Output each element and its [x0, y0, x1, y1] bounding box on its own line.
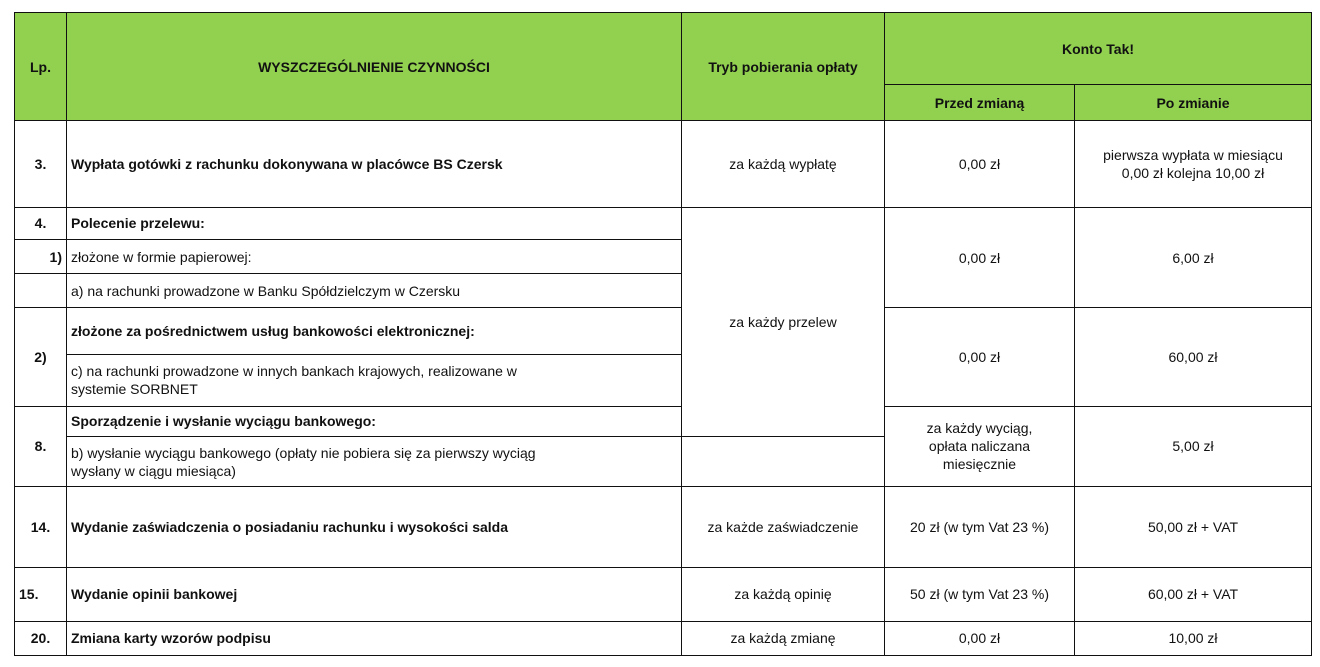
table-row: [15, 207, 1312, 239]
row-4-1a-desc: a) na rachunki prowadzone w Banku Spółdzielczym w Czersku: [67, 274, 682, 308]
header-konto: Konto Tak!: [885, 13, 1312, 85]
table-row: [15, 308, 1312, 354]
header-tryb: Tryb pobierania opłaty: [682, 13, 885, 121]
row-4-2c-line2: systemie SORBNET: [71, 381, 198, 398]
header-after: Po zmianie: [1075, 85, 1312, 121]
row-4-1a-after: 6,00 zł: [1075, 207, 1312, 307]
row-20-desc: Zmiana karty wzorów podpisu: [67, 621, 682, 655]
row-20-before: 0,00 zł: [885, 621, 1075, 655]
row-15-before: 50 zł (w tym Vat 23 %): [885, 567, 1075, 621]
row-8-tryb: [885, 406, 1075, 486]
row-8-desc: Sporządzenie i wysłanie wyciągu bankowego:: [67, 406, 682, 436]
row-14-before: 20 zł (w tym Vat 23 %): [885, 487, 1075, 567]
row-4-lp: 4.: [15, 207, 67, 239]
row-8-tryb-line1: za każdy wyciąg,: [926, 420, 1033, 437]
row-14-after: 50,00 zł + VAT: [1075, 487, 1312, 567]
row-3-after: [1075, 121, 1312, 207]
header-before: Przed zmianą: [885, 85, 1075, 121]
row-8-sub-line2: wysłany w ciągu miesiąca): [71, 462, 236, 479]
row-8-tryb-line3: miesięcznie: [942, 456, 1017, 473]
row-4-2c-line1: c) na rachunki prowadzone w innych bankach krajowych, realizowane w: [71, 363, 517, 380]
row-4-2-desc: złożone za pośrednictwem usług bankowości elektronicznej:: [67, 308, 682, 354]
row-3-before: 0,00 zł: [885, 121, 1075, 207]
table-row: [15, 121, 1312, 207]
row-8-tryb-line2: opłata naliczana: [928, 438, 1031, 455]
row-15-lp: 15.: [15, 567, 67, 621]
row-8-sub-line1: b) wysłanie wyciągu bankowego (opłaty nie pobiera się za pierwszy wyciąg: [71, 444, 536, 461]
row-15-after: 60,00 zł + VAT: [1075, 567, 1312, 621]
row-4-1-lp: 1): [15, 240, 67, 274]
row-14-tryb: za każde zaświadczenie: [682, 487, 885, 567]
header-lp: Lp.: [15, 13, 67, 121]
row-3-tryb: za każdą wypłatę: [682, 121, 885, 207]
row-8-before: 5,00 zł: [1075, 406, 1312, 486]
row-4-2c-desc: [67, 354, 682, 406]
row-15-tryb: za każdą opinię: [682, 567, 885, 621]
table-row: [15, 487, 1312, 567]
row-14-lp: 14.: [15, 487, 67, 567]
row-20-lp: 20.: [15, 621, 67, 655]
row-4-tryb: za każdy przelew: [682, 207, 885, 436]
row-4-desc: Polecenie przelewu:: [67, 207, 682, 239]
row-8-lp: 8.: [15, 406, 67, 486]
fee-table: [14, 12, 1312, 656]
table-row: [15, 621, 1312, 655]
row-8-sub: [67, 436, 682, 486]
header-row: [15, 13, 1312, 85]
row-4-1-desc: złożone w formie papierowej:: [67, 240, 682, 274]
row-20-after: 10,00 zł: [1075, 621, 1312, 655]
row-3-lp: 3.: [15, 121, 67, 207]
row-4-2-lp: 2): [15, 308, 67, 406]
row-3-desc: Wypłata gotówki z rachunku dokonywana w placówce BS Czersk: [67, 121, 682, 207]
row-4-1a-lp: [15, 274, 67, 308]
row-3-after-line2: 0,00 zł kolejna 10,00 zł: [1121, 165, 1265, 182]
table-row: [15, 567, 1312, 621]
table-row: [15, 406, 1312, 436]
row-4-1a-before: 0,00 zł: [885, 207, 1075, 307]
row-15-desc: Wydanie opinii bankowej: [67, 567, 682, 621]
row-4-2-before: 0,00 zł: [885, 308, 1075, 406]
row-3-after-line1: pierwsza wypłata w miesiącu: [1103, 147, 1283, 164]
row-4-2-after: 60,00 zł: [1075, 308, 1312, 406]
row-20-tryb: za każdą zmianę: [682, 621, 885, 655]
row-14-desc: Wydanie zaświadczenia o posiadaniu rachunku i wysokości salda: [67, 487, 682, 567]
header-title: WYSZCZEGÓLNIENIE CZYNNOŚCI: [67, 13, 682, 121]
